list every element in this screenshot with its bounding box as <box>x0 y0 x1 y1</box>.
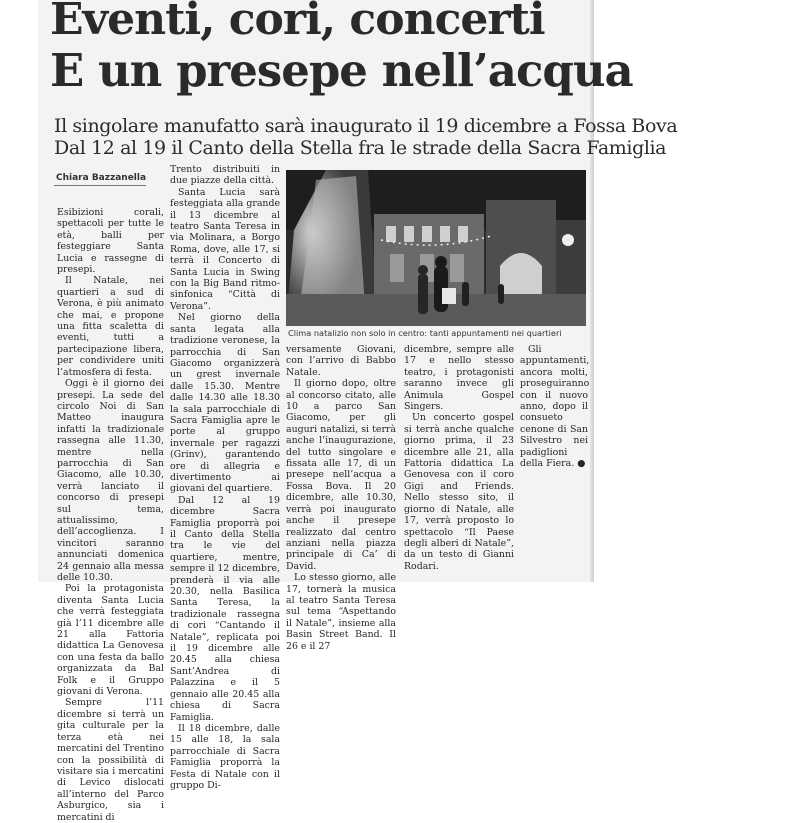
paragraph: Oggi è il giorno dei presepi. La sede del circolo Noi di San Matteo inaugura infatti la tradizionale rassegna alle 11.30, mentre nella parrocchia di San Giacomo, alle 10.30, verrà lanciato il concorso di presepi sul tema, attualissimo, dell’accoglienza. I vincitori saranno annunciati domenica 24 gennaio alla messa delle 10.30. <box>57 378 164 583</box>
paragraph: Lo stesso giorno, alle 17, tornerà la musica al teatro Santa Teresa sul tema “Aspettando il Natale”, insieme alla Basin Street Band. Il 26 e il 27 <box>286 572 396 652</box>
paragraph: Esibizioni corali, spettacoli per tutte le età, balli per festeggiare Santa Lucia e rassegne di presepi. <box>57 207 164 276</box>
headline-line-1: Eventi, cori, concerti <box>50 0 545 45</box>
text-column-4 <box>404 344 514 582</box>
headline-line-2: E un presepe nell’acqua <box>50 44 633 97</box>
text-column-1 <box>57 207 164 823</box>
paragraph: Nel giorno della santa legata alla tradizione veronese, la parrocchia di San Giacomo organizzerà un grest invernale dalle 15.30. Mentre dalle 14.30 alle 18.30 la sala parrocchiale di Sacra Famiglia apre le porte al gruppo invernale per ragazzi (Grinv), garantendo ore di allegria e divertimento ai giovani del quartiere. <box>170 312 280 495</box>
paragraph: versamente Giovani, con l’arrivo di Babbo Natale. <box>286 344 396 378</box>
paragraph: Poi la protagonista diventa Santa Lucia che verrà festeggiata già l’11 dicembre alle 21 alla Fattoria didattica La Genovesa con una festa da ballo organizzata da Bal Folk e il Gruppo giovani di Verona. <box>57 583 164 698</box>
paragraph: Santa Lucia sarà festeggiata alla grande il 13 dicembre al teatro Santa Teresa in via Molinara, a Borgo Roma, dove, alle 17, si terrà il Concerto di Santa Lucia in Swing con la Big Band ritmo-sinfonica “Città di Verona”. <box>170 186 280 312</box>
text-column-5 <box>520 344 588 582</box>
author-byline: Chiara Bazzanella <box>56 173 147 183</box>
paragraph: Il Natale, nei quartieri a sud di Verona, è più animato che mai, e propone una fitta scaletta di eventi, tutti a partecipazione libera, per condividere uniti l’atmosfera di festa. <box>57 275 164 378</box>
paragraph: Il 18 dicembre, dalle 15 alle 18, la sala parrocchiale di Sacra Famiglia proporrà la Festa di Natale con il gruppo Di- <box>170 722 280 791</box>
paragraph: Dal 12 al 19 dicembre Sacra Famiglia proporrà poi il Canto della Stella tra le vie del quartiere, mentre, sempre il 12 dicembre, prenderà il via alle 20.30, nella Basilica Santa Teresa, la tradizionale rassegna di cori “Cantando il Natale”, replicata poi il 19 dicembre alle 20.45 alla chiesa Sant’Andrea di Palazzina e il 5 gennaio alle 20.45 alla chiesa di Sacra Famiglia. <box>170 494 280 723</box>
paragraph: Gli appuntamenti, ancora molti, proseguiranno con il nuovo anno, dopo il consueto cenone di San Silvestro nei padiglioni della Fiera. ● <box>520 344 590 470</box>
subheadline-line-2: Dal 12 al 19 il Canto della Stella fra le strade della Sacra Famiglia <box>54 137 667 159</box>
text-column-2 <box>170 164 280 791</box>
text-column-3 <box>286 344 396 652</box>
paragraph: Un concerto gospel si terrà anche qualche giorno prima, il 23 dicembre alle 21, alla Fattoria didattica La Genovesa con il coro Gigi and Friends. Nello stesso sito, il giorno di Natale, alle 17, verrà proposto lo spettacolo “Il Paese degli alberi di Natale”, da un testo di Gianni Rodari. <box>404 412 514 572</box>
paragraph: Il giorno dopo, oltre al concorso citato, alle 10 a parco San Giacomo, per gli auguri natalizi, si terrà anche l’inaugurazione, del tutto singolare e fissata alle 17, di un presepe nell’acqua a Fossa Bova. Il 20 dicembre, alle 10.30, verrà poi inaugurato anche il presepe realizzato dal centro anziani nella piazza principale di Ca’ di David. <box>286 378 396 572</box>
byline-rule <box>54 185 146 186</box>
paragraph: Sempre l’11 dicembre si terrà un gita culturale per la terza età nei mercatini del Trentino con la possibilità di visitare sia i mercatini di Levico dislocati all’interno del Parco Asburgico, sia i mercatini di <box>57 697 164 823</box>
paragraph: Trento distribuiti in due piazze della città. <box>170 164 280 187</box>
photo-caption: Clima natalizio non solo in centro: tanti appuntamenti nei quartieri <box>288 328 562 338</box>
christmas-square-photo <box>286 170 586 326</box>
paragraph: dicembre, sempre alle 17 e nello stesso teatro, i protagonisti saranno invece gli Animula Gospel Singers. <box>404 344 514 413</box>
subheadline-line-1: Il singolare manufatto sarà inaugurato il 19 dicembre a Fossa Bova <box>54 115 678 137</box>
photo-illustration <box>286 170 586 326</box>
